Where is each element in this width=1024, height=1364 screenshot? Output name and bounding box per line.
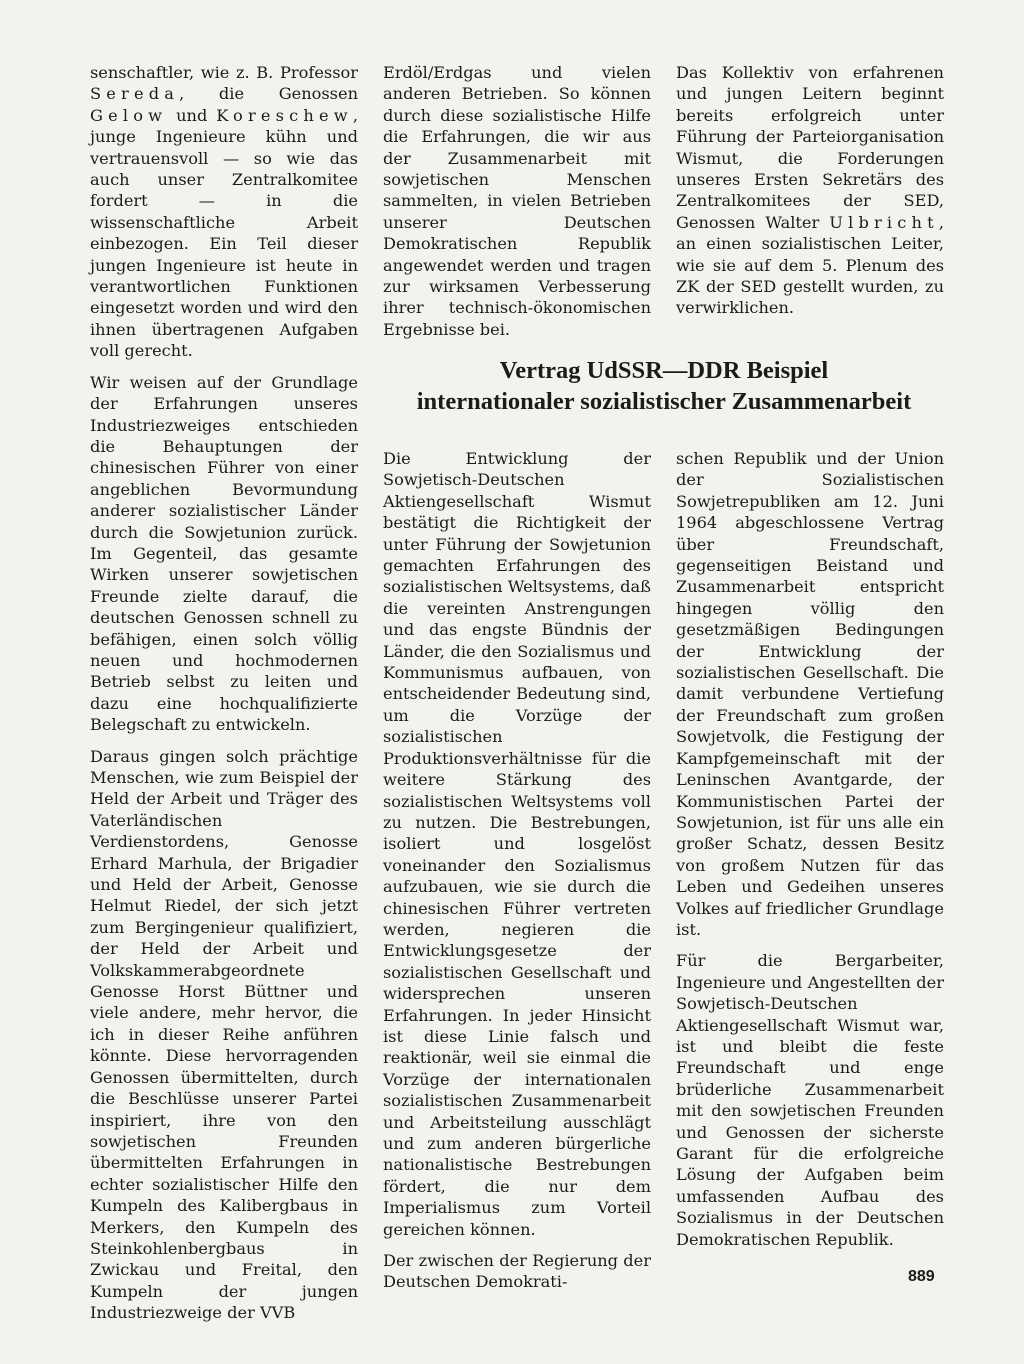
section-heading bbox=[383, 355, 945, 417]
paragraph: Wir weisen auf der Grundlage der Erfahrungen unseres Industriezweiges entschieden die Behauptungen der chinesischen Führer von einer angeblichen Bevormundung anderer sozialistischer Länder durch die Sowjetunion zurück. Im Gegenteil, das gesamte Wirken unserer sowjetischen Freunde zielte darauf, die deutschen Genossen schnell zu befähigen, einen solch völlig neuen und hochmodernen Betrieb selbst zu leiten und dazu eine hochqualifizierte Belegschaft zu entwickeln. bbox=[90, 372, 358, 735]
paragraph: senschaftler, wie z. B. Professor Sereda, die Genossen Gelow und Koreschew, junge Ingenieure kühn und vertrauensvoll — so wie das auch unser Zentralkomitee fordert — in die wissenschaftliche Arbeit einbezogen. Ein Teil dieser jungen Ingenieure ist heute in verantwortlichen Funktionen eingesetzt worden und wird den ihnen übertragenen Aufgaben voll gerecht. bbox=[90, 63, 358, 361]
paragraph: Das Kollektiv von erfahrenen und jungen Leitern beginnt bereits erfolgreich unter Führung der Parteiorganisation Wismut, die Forderungen unseres Ersten Sekretärs des Zentralkomitees der SED, Genossen Walter Ulbricht, an einen sozialistischen Leiter, wie sie auf dem 5. Plenum des ZK der SED gestellt wurden, zu verwirklichen. bbox=[676, 63, 944, 318]
spaced-name: Koreschew bbox=[216, 105, 353, 125]
paragraph: schen Republik und der Union der Sozialistischen Sowjetrepubliken am 12. Juni 1964 abgeschlossene Vertrag über Freundschaft, gegenseitigen Beistand und Zusammenarbeit entspricht hingegen völlig den gesetzmäßigen Bedingungen der Entwicklung der sozialistischen Gesellschaft. Die damit verbundene Vertiefung der Freundschaft zum großen Sowjetvolk, die Festigung der Kampfgemeinschaft mit der Leninschen Avantgarde, der Kommunistischen Partei der Sowjetunion, ist für uns alle ein großer Schatz, dessen Besitz von großem Nutzen für das Leben und Gedeihen unseres Volkes auf friedlicher Grundlage ist. bbox=[676, 449, 944, 939]
page-number: 889 bbox=[908, 1268, 935, 1285]
paragraph: Für die Bergarbeiter, Ingenieure und Angestellten der Sowjetisch-Deutschen Aktiengesellschaft Wismut war, ist und bleibt die feste Freundschaft und enge brüderliche Zusammenarbeit mit den sowjetischen Freunden und Genossen der sicherste Garant für die erfolgreiche Lösung der Aufgaben beim umfassenden Aufbau des Sozialismus in der Deutschen Demokratischen Republik. bbox=[676, 951, 944, 1249]
spaced-name: Sereda bbox=[90, 84, 180, 104]
heading-line-1: Vertrag UdSSR—DDR Beispiel bbox=[499, 357, 829, 384]
spaced-name: Ulbricht bbox=[829, 212, 939, 232]
text-column-1 bbox=[90, 62, 358, 1334]
text-column-5 bbox=[676, 448, 944, 1260]
paragraph: Erdöl/Erdgas und vielen anderen Betrieben. So können durch diese sozialistische Hilfe die Erfahrungen, die wir aus der Zusammenarbeit mit sowjetischen Menschen sammelten, in vielen Betrieben unserer Deutschen Demokratischen Republik angewendet werden und tragen zur wirksamen Verbesserung ihrer technisch-ökonomischen Ergebnisse bei. bbox=[383, 63, 651, 339]
text-column-2 bbox=[383, 62, 651, 350]
paragraph: Der zwischen der Regierung der Deutschen Demokrati- bbox=[383, 1251, 651, 1292]
paragraph: Daraus gingen solch prächtige Menschen, wie zum Beispiel der Held der Arbeit und Träger des Vaterländischen Verdienstordens, Genosse Erhard Marhula, der Brigadier und Held der Arbeit, Genosse Helmut Riedel, der sich jetzt zum Bergingenieur qualifiziert, der Held der Arbeit und Volkskammerabgeordnete Genosse Horst Büttner und viele andere, mehr hervor, die ich in dieser Reihe anführen könnte. Diese hervorragenden Genossen übermittelten, durch die Beschlüsse unserer Partei inspiriert, ihre von den sowjetischen Freunden übermittelten Erfahrungen in echter sozialistischer Hilfe den Kumpeln des Kalibergbaus in Merkers, den Kumpeln des Steinkohlenbergbaus in Zwickau und Freital, den Kumpeln der jungen Industriezweige der VVB bbox=[90, 746, 358, 1323]
text-column-3 bbox=[676, 62, 944, 329]
heading-line-2: internationaler sozialistischer Zusammenarbeit bbox=[416, 388, 912, 415]
paragraph: Die Entwicklung der Sowjetisch-Deutschen Aktiengesellschaft Wismut bestätigt die Richtigkeit der unter Führung der Sowjetunion gemachten Erfahrungen des sozialistischen Weltsystems, daß die vereinten Anstrengungen und das engste Bündnis der Länder, die den Sozialismus und Kommunismus aufbauen, von entscheidender Bedeutung sind, um die Vorzüge der sozialistischen Produktionsverhältnisse für die weitere Stärkung des sozialistischen Weltsystems voll zu nutzen. Die Bestrebungen, isoliert und losgelöst voneinander den Sozialismus aufzubauen, wie sie durch die chinesischen Führer vertreten werden, negieren die Entwicklungsgesetze der sozialistischen Gesellschaft und widersprechen unseren Erfahrungen. In jeder Hinsicht ist diese Linie falsch und reaktionär, weil sie einmal die Vorzüge der internationalen sozialistischen Zusammenarbeit und Arbeitsteilung ausschlägt und zum anderen bürgerliche nationalistische Bestrebungen fördert, die nur dem Imperialismus zum Vorteil gereichen können. bbox=[383, 449, 651, 1239]
spaced-name: Gelow bbox=[90, 105, 168, 125]
text-column-4 bbox=[383, 448, 651, 1303]
